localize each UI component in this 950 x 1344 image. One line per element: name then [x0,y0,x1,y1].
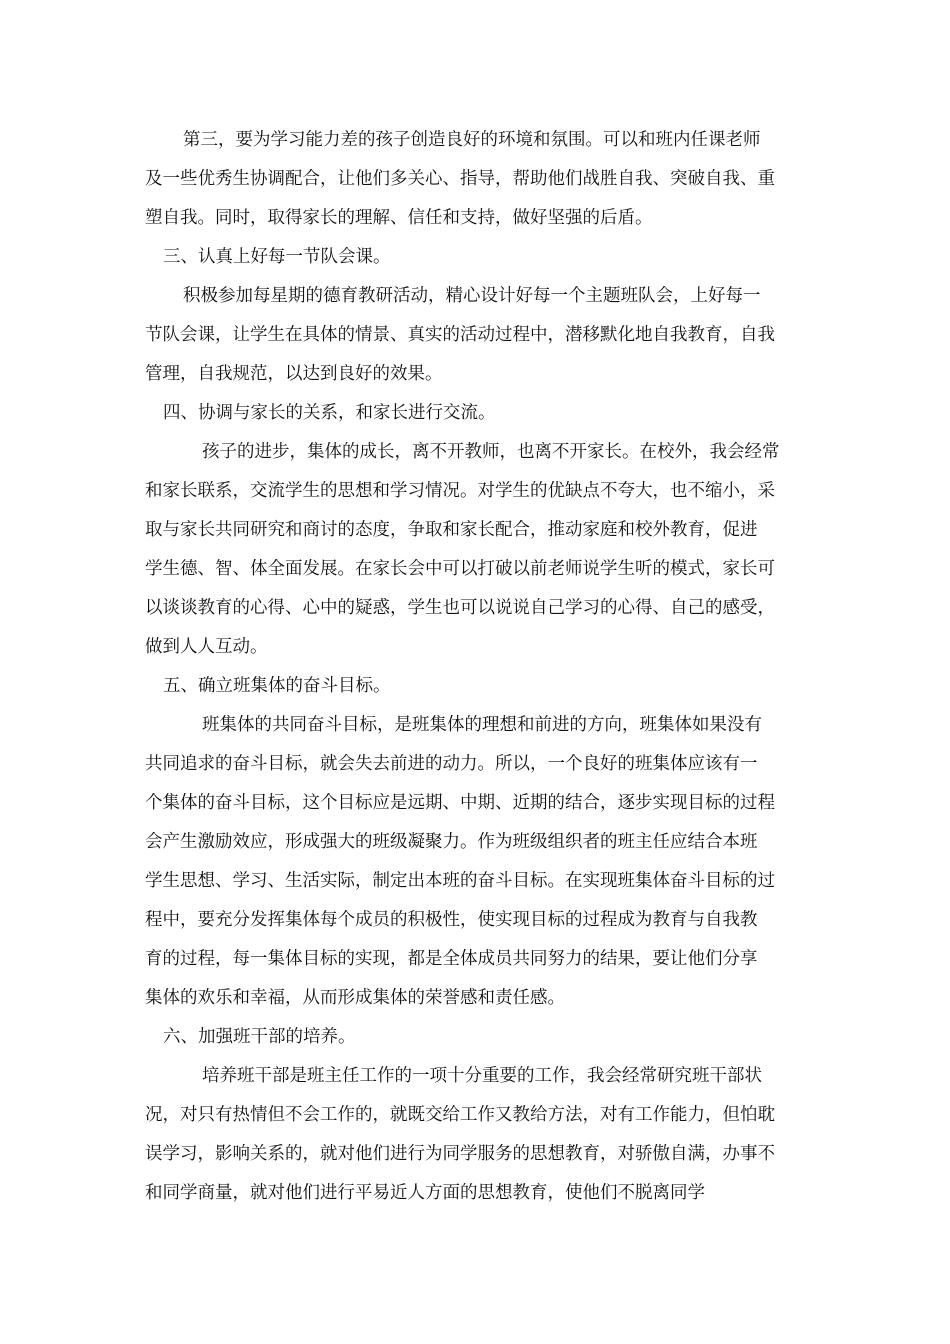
document-body [145,121,810,1213]
text-line: 第三，要为学习能力差的孩子创造良好的环境和氛围。可以和班内任课老师 [183,130,761,150]
text-line: 会产生激励效应，形成强大的班级凝聚力。作为班级组织者的班主任应结合本班 [145,832,758,852]
text-line: 塑自我。同时，取得家长的理解、信任和支持，做好坚强的后盾。 [145,208,653,228]
text-line: 三、认真上好每一节队会课。 [163,247,391,267]
text-line: 和家长联系，交流学生的思想和学习情况。对学生的优缺点不夸大，也不缩小，采 [145,481,775,501]
text-line: 个集体的奋斗目标，这个目标应是远期、中期、近期的结合，逐步实现目标的过程 [145,793,775,813]
text-line: 管理，自我规范，以达到良好的效果。 [145,364,443,384]
text-line: 做到人人互动。 [145,637,268,657]
text-line: 孩子的进步，集体的成长，离不开教师，也离不开家长。在校外，我会经常 [202,442,780,462]
text-line: 节队会课，让学生在具体的情景、真实的活动过程中，潜移默化地自我教育，自我 [145,325,775,345]
text-line: 况，对只有热情但不会工作的，就既交给工作又教给方法，对有工作能力，但怕耽 [145,1105,775,1125]
text-line: 以谈谈教育的心得、心中的疑惑，学生也可以说说自己学习的心得、自己的感受， [145,598,775,618]
text-line: 育的过程，每一集体目标的实现，都是全体成员共同努力的结果，要让他们分享 [145,949,758,969]
text-line: 集体的欢乐和幸福，从而形成集体的荣誉感和责任感。 [145,988,565,1008]
text-line: 取与家长共同研究和商讨的态度，争取和家长配合，推动家庭和校外教育，促进 [145,520,758,540]
text-line: 班集体的共同奋斗目标，是班集体的理想和前进的方向，班集体如果没有 [202,715,762,735]
text-line: 误学习，影响关系的，就对他们进行为同学服务的思想教育，对骄傲自满，办事不 [145,1144,775,1164]
text-line: 五、确立班集体的奋斗目标。 [163,676,391,696]
text-line: 六、加强班干部的培养。 [163,1027,356,1047]
text-line: 四、协调与家长的关系，和家长进行交流。 [163,403,496,423]
text-line: 学生德、智、体全面发展。在家长会中可以打破以前老师说学生听的模式，家长可 [145,559,775,579]
text-line: 学生思想、学习、生活实际，制定出本班的奋斗目标。在实现班集体奋斗目标的过 [145,871,775,891]
text-line: 程中，要充分发挥集体每个成员的积极性，使实现目标的过程成为教育与自我教 [145,910,758,930]
text-line: 和同学商量，就对他们进行平易近人方面的思想教育，使他们不脱离同学 [145,1183,705,1203]
text-line: 培养班干部是班主任工作的一项十分重要的工作，我会经常研究班干部状 [202,1066,762,1086]
text-line: 积极参加每星期的德育教研活动，精心设计好每一个主题班队会，上好每一 [183,286,761,306]
text-line: 共同追求的奋斗目标，就会失去前进的动力。所以，一个良好的班集体应该有一 [145,754,758,774]
text-line: 及一些优秀生协调配合，让他们多关心、指导，帮助他们战胜自我、突破自我、重 [145,169,775,189]
